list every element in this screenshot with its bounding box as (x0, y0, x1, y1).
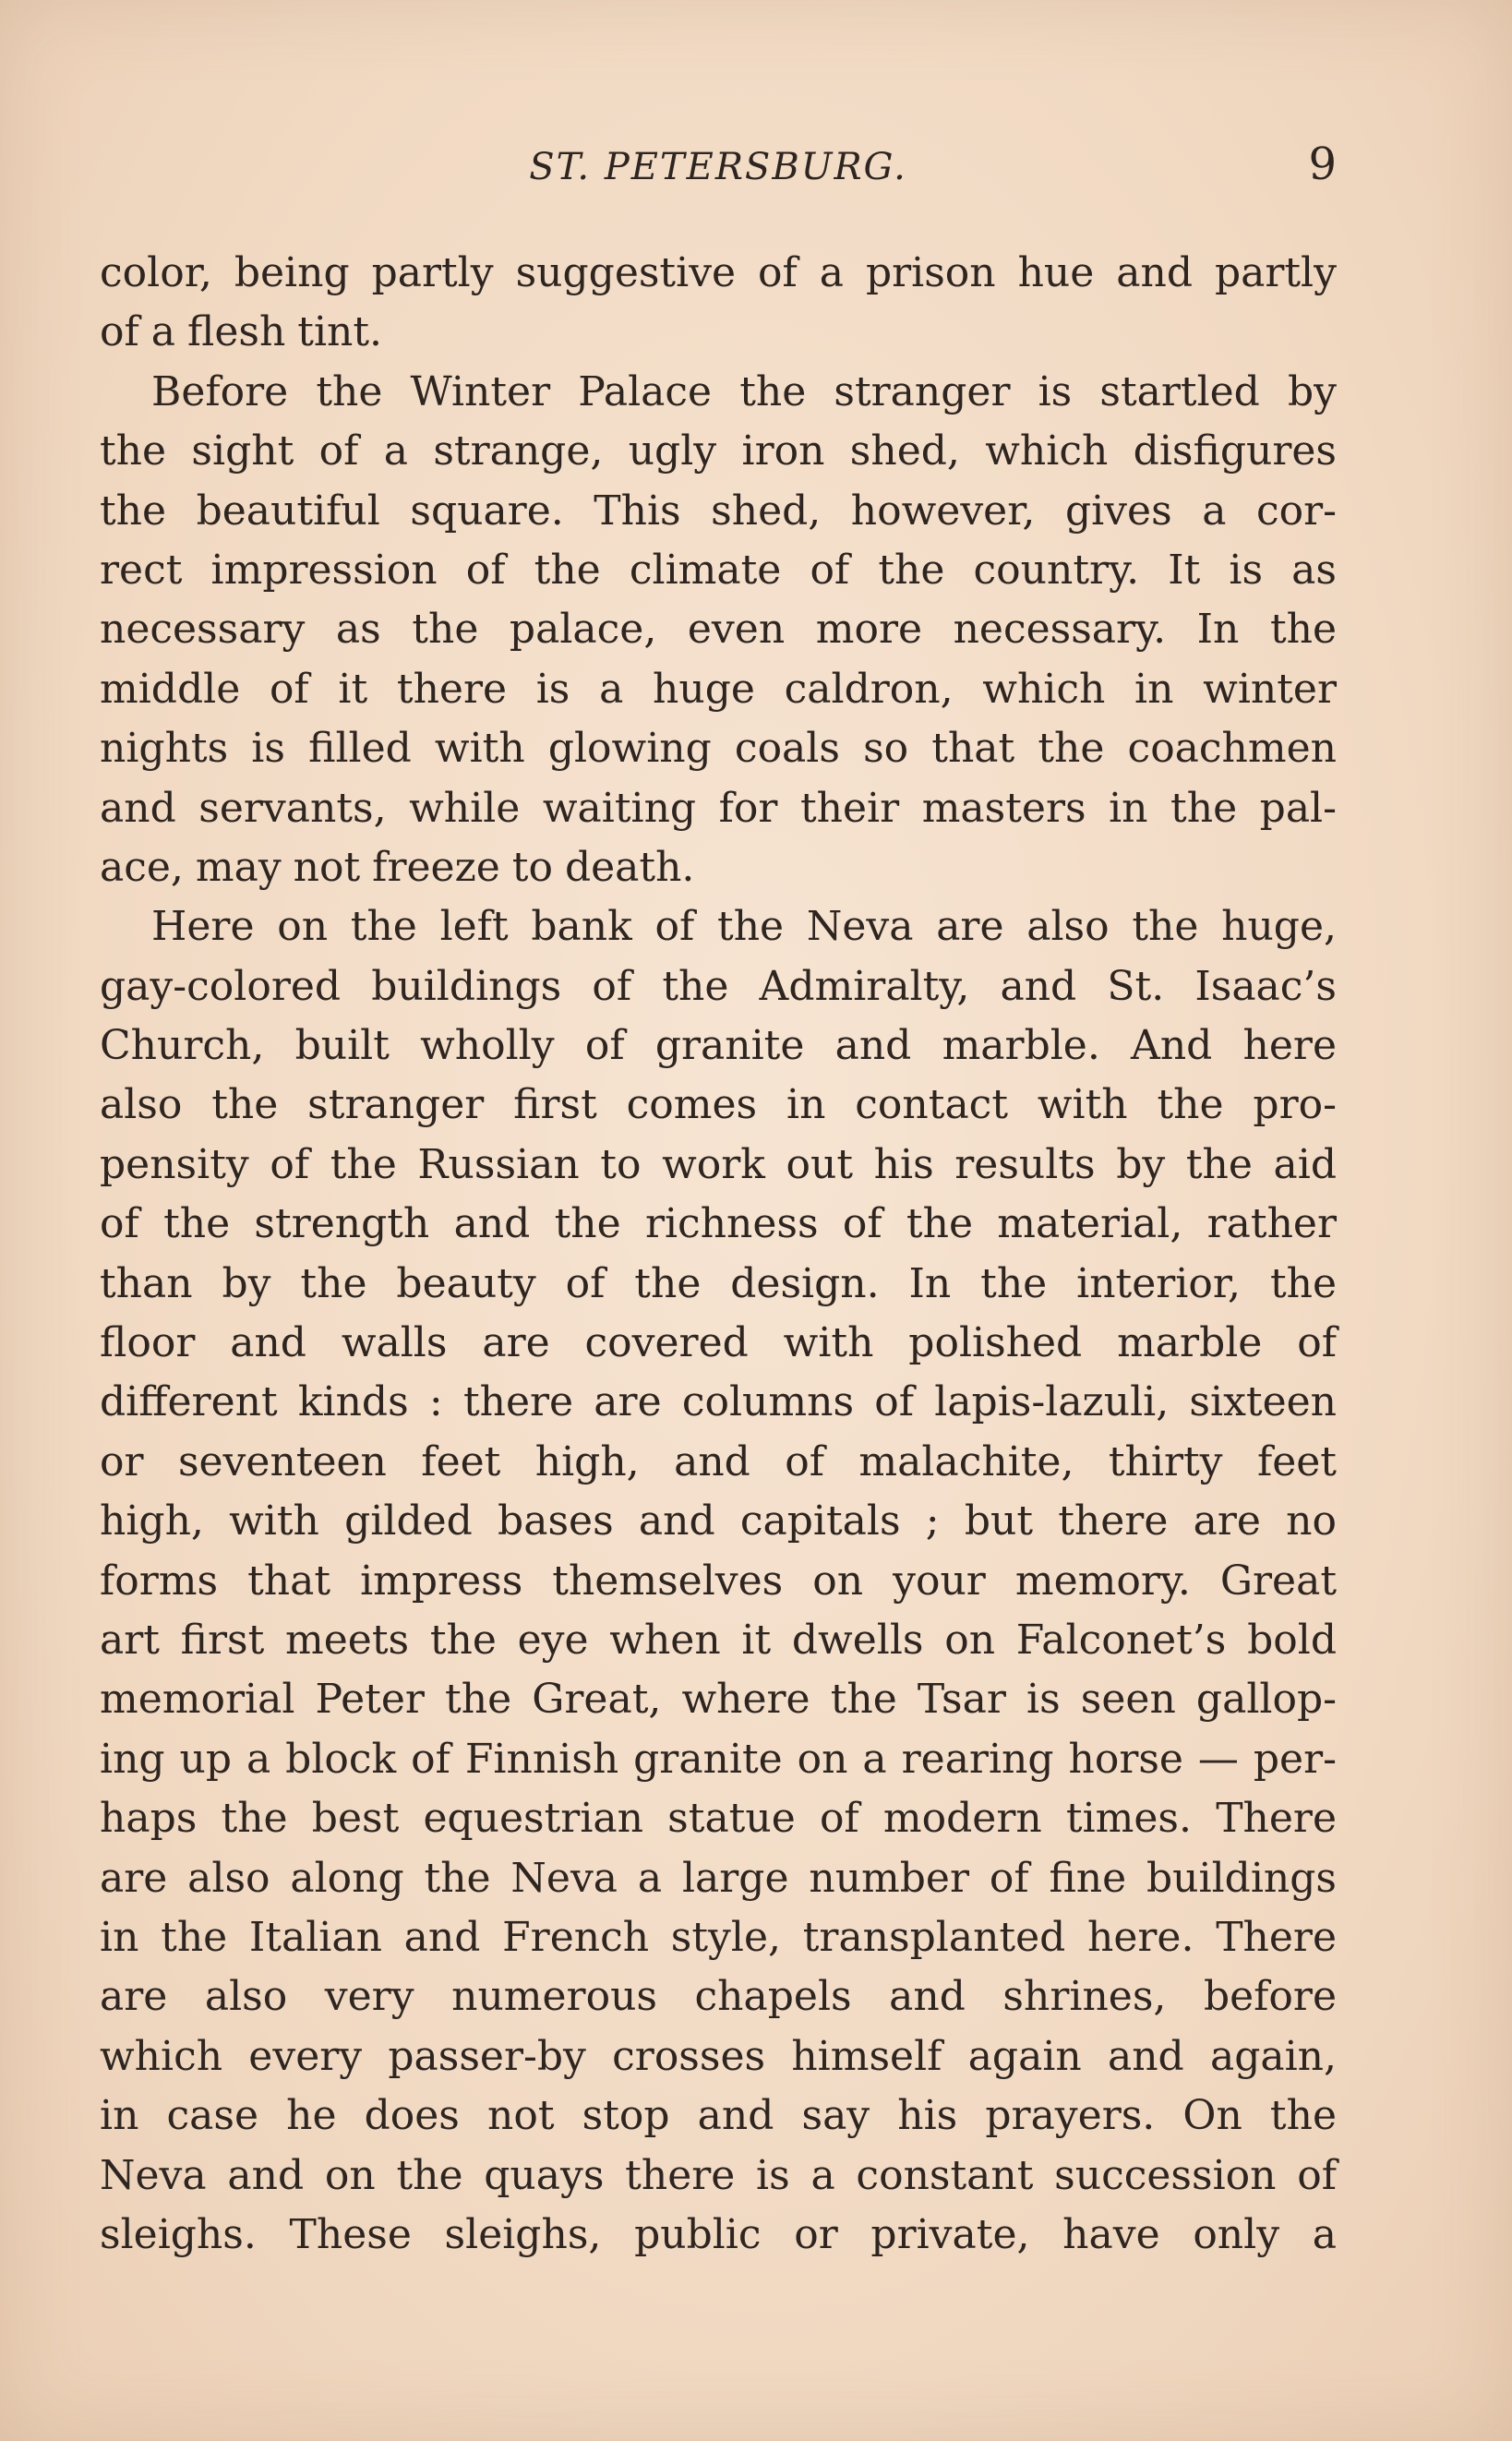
text-line: forms that impress themselves on your memory. Great (100, 1557, 1337, 1605)
text-line: and servants, while waiting for their masters in the pal- (100, 784, 1337, 832)
text-line: the sight of a strange, ugly iron shed, which disfigures (100, 427, 1337, 475)
text-line: art first meets the eye when it dwells on Falconet’s bold (100, 1616, 1337, 1664)
text-line: haps the best equestrian statue of modern times. There (100, 1795, 1337, 1843)
text-line: Neva and on the quays there is a constant succession of (100, 2151, 1337, 2199)
text-line: the beautiful square. This shed, however, gives a cor- (100, 487, 1337, 535)
text-line: which every passer-by crosses himself again and again, (100, 2032, 1337, 2080)
running-title: ST. PETERSBURG. (529, 146, 907, 188)
text-line: than by the beauty of the design. In the interior, the (100, 1259, 1337, 1307)
text-line: floor and walls are covered with polished marble of (100, 1319, 1337, 1367)
text-line: middle of it there is a huge caldron, which in winter (100, 665, 1337, 713)
text-line: memorial Peter the Great, where the Tsar is seen gallop- (100, 1676, 1337, 1724)
text-line: different kinds : there are columns of lapis-lazuli, sixteen (100, 1378, 1337, 1426)
text-line: Before the Winter Palace the stranger is startled by (151, 367, 1337, 415)
text-line: of the strength and the richness of the material, rather (100, 1200, 1337, 1248)
running-head (100, 138, 1337, 194)
text-line: or seventeen feet high, and of malachite, thirty feet (100, 1437, 1337, 1485)
text-line: Here on the left bank of the Neva are also the huge, (151, 903, 1337, 951)
text-line: gay-colored buildings of the Admiralty, and St. Isaac’s (100, 962, 1337, 1010)
text-line: ing up a block of Finnish granite on a rearing horse — per- (100, 1735, 1337, 1783)
text-line: are also very numerous chapels and shrines, before (100, 1973, 1337, 2021)
text-line: of a flesh tint. (100, 308, 383, 356)
text-line: Church, built wholly of granite and marble. And here (100, 1022, 1337, 1070)
text-line: in the Italian and French style, transplanted here. There (100, 1913, 1337, 1961)
text-line: high, with gilded bases and capitals ; but there are no (100, 1497, 1337, 1545)
text-line: sleighs. These sleighs, public or private, have only a (100, 2210, 1337, 2258)
text-line: rect impression of the climate of the country. It is as (100, 546, 1337, 594)
text-line: color, being partly suggestive of a prison hue and partly (100, 249, 1337, 296)
text-line: also the stranger first comes in contact with the pro- (100, 1081, 1337, 1129)
body-text (100, 244, 1337, 2265)
text-line: ace, may not freeze to death. (100, 843, 695, 891)
text-line: necessary as the palace, even more necessary. In the (100, 606, 1337, 654)
page-number: 9 (1308, 138, 1337, 190)
text-line: are also along the Neva a large number of fine buildings (100, 1854, 1337, 1902)
text-line: in case he does not stop and say his prayers. On the (100, 2092, 1337, 2140)
text-line: pensity of the Russian to work out his results by the aid (100, 1140, 1337, 1188)
text-line: nights is filled with glowing coals so that the coachmen (100, 725, 1337, 773)
